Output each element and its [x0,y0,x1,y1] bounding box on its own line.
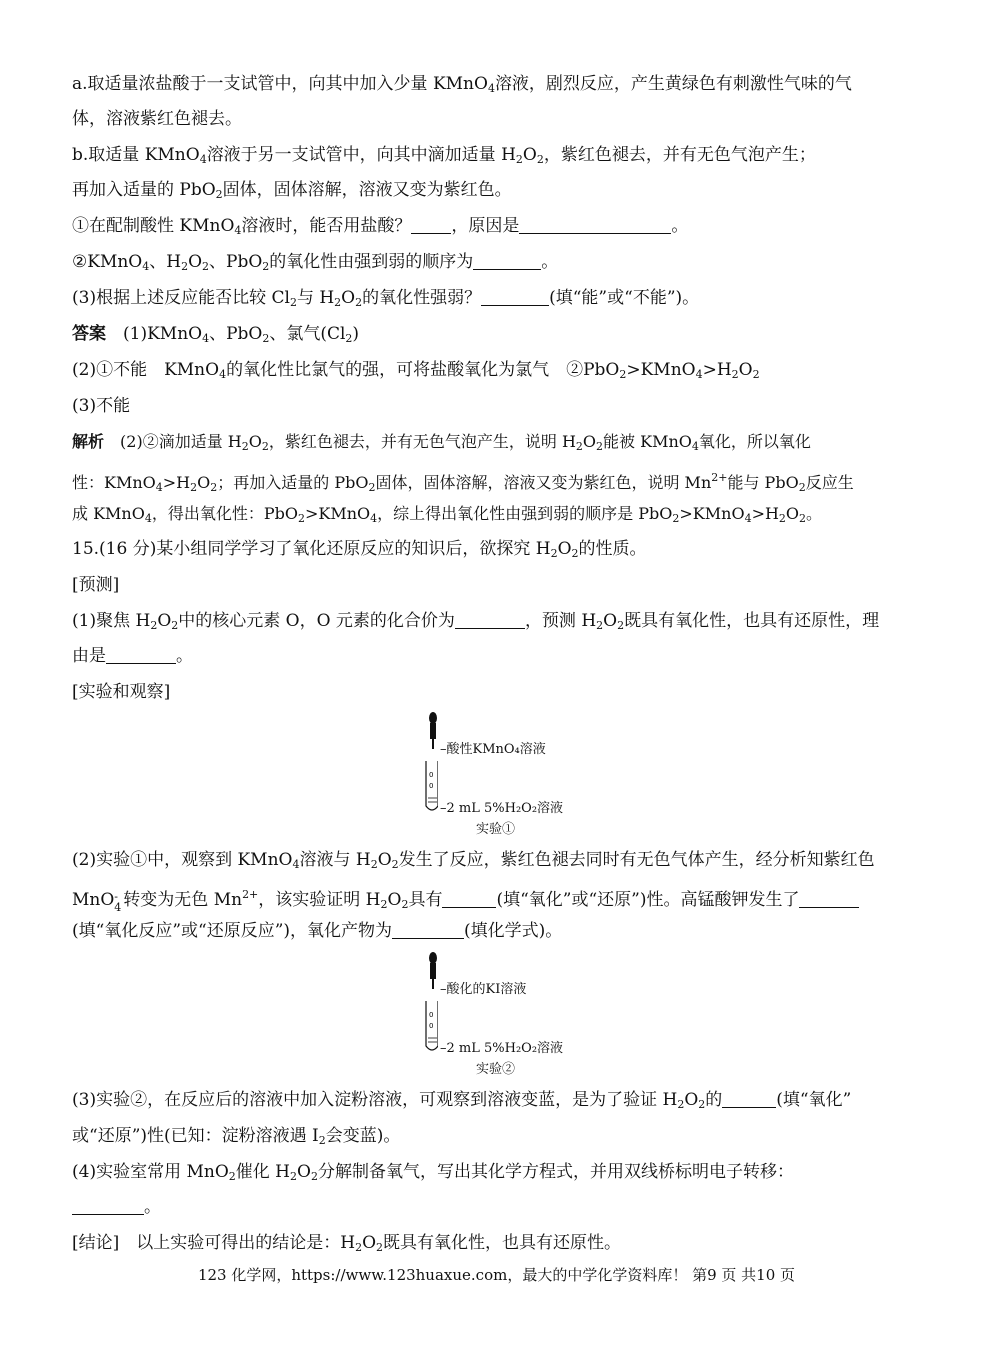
text: >KMnO [679,504,745,523]
conclusion-line [72,1231,621,1260]
subscript: 2 [752,368,760,381]
text: 15.(16 分)某小组同学学习了氧化还原反应的知识后，欲探究 H [72,539,551,559]
section-heading [72,680,170,704]
text: 反应生 [805,473,854,492]
subscript: 4 [695,368,703,381]
subscript: 2 [672,512,680,525]
text: 既具有氧化性，也具有还原性。 [383,1233,622,1253]
subscript: 2 [310,1170,318,1183]
solution-label: –2 mL 5%H₂O₂溶液 [440,1041,564,1056]
text: (填“能”或“不能”)。 [549,288,700,308]
text: ，原因是 [451,216,520,236]
text: ；再加入适量的 PbO [217,473,369,492]
text: 由是 [72,646,106,666]
text: ，紫红色褪去，并有无色气泡产生； [543,145,816,165]
subscript: 2 [241,440,249,453]
text: (3)实验②，在反应后的溶液中加入淀粉溶液，可观察到溶液变蓝，是为了验证 H [72,1090,678,1110]
question-line [72,644,193,668]
text: ，得出氧化性：PbO [151,504,298,523]
text: 溶液于另一支试管中，向其中滴加适量 H [206,145,516,165]
answer-blank [481,289,549,306]
text: 发生了反应，紫红色褪去同时有无色气体产生，经分析知紫红色 [398,850,875,870]
text: 氧化，所以氧化 [698,432,811,451]
text: 体，溶液紫红色褪去。 [72,109,242,129]
text: (1)KMnO [123,324,203,344]
subscript: 2 [261,440,269,453]
text: (1)聚焦 H [72,611,151,631]
analysis-line [72,466,854,500]
text: 成 KMnO [72,504,145,523]
svg-text:0: 0 [429,782,434,790]
svg-text:0: 0 [429,1011,434,1019]
subscript: 2 [798,481,806,494]
text: ②KMnO [72,252,143,272]
text: b.取适量 KMnO [72,145,200,165]
text: (2)①不能 KMnO [72,360,220,380]
question-line [72,537,647,566]
subscript: 2 [210,481,218,494]
text: 酸性KMnO₄溶液 [446,742,546,757]
text: (填化学式)。 [464,921,563,941]
text: 转变为无色 Mn [123,890,243,910]
text: O [248,432,262,451]
text-line [72,143,816,172]
superscript: - [114,890,119,903]
subscript: 4 [744,512,752,525]
question-line [72,848,875,877]
text: >H [702,360,732,380]
text-line: ①在配制酸性 KMnO$_4$溶液时，能否用盐酸？ ，原因是 。 [72,216,689,237]
text: O [377,850,392,870]
text-line [72,178,512,207]
text: 、氯气(Cl [269,324,346,344]
subscript: 2 [571,547,579,560]
subscript: 4 [487,82,495,95]
subscript: 4 [144,512,152,525]
subscript: 4 [114,901,122,914]
text: 、PbO [209,252,263,272]
text: [结论] 以上实验可得出的结论是：H [72,1233,356,1253]
subscript: 4 [202,332,210,345]
text: (2)实验①中，观察到 KMnO [72,850,293,870]
subscript: 2 [550,547,558,560]
text: (填“氧化”或“还原”)性。高锰酸钾发生了 [496,890,800,910]
text: 的氧化性强弱？ [362,288,482,308]
subscript: 2 [536,153,544,166]
subscript: 2 [150,619,158,632]
answer-blank [722,1091,776,1108]
subscript: 2 [596,619,604,632]
analysis-line [72,430,811,459]
analysis-label: 解析 [72,432,105,451]
answer-blank [473,253,541,270]
answer-blank [72,1198,144,1215]
text: 的 [705,1090,723,1110]
dropper-test-tube-icon [418,952,438,1056]
text: (2)②滴加适量 H [120,432,242,451]
text: 溶液，剧烈反应，产生黄绿色有刺激性气味的气 [494,74,852,94]
text: ，该实验证明 H [258,890,381,910]
text: 中的核心元素 O，O 元素的化合价为 [178,611,455,631]
text: MnO [72,890,115,910]
subscript: 2 [355,1241,363,1254]
subscript: 4 [155,481,163,494]
subscript: 2 [262,332,270,345]
question-line [72,1088,851,1117]
text: >H [162,473,191,492]
text: 的氧化性比氯气的强，可将盐酸氧化为氯气 ②PbO [226,360,620,380]
text: O [603,611,618,631]
text: 会变蓝)。 [325,1126,401,1146]
question-line [72,1124,400,1153]
subscript: 2 [515,153,523,166]
subscript: 2 [698,1098,706,1111]
answer-blank [799,891,859,908]
text-line [72,286,699,315]
answer-label: 答案 [72,324,106,344]
subscript: 2 [619,368,627,381]
question-line [72,1160,794,1189]
text: 或“还原”)性(已知：淀粉溶液遇 I [72,1126,319,1146]
question-line [72,919,562,943]
text: (填“氧化” [776,1090,852,1110]
subscript: 4 [234,224,242,237]
subscript: 4 [142,260,150,273]
text: 固体，固体溶解，溶液又变为紫红色，说明 Mn [375,473,712,492]
subscript: 4 [219,368,227,381]
analysis-line [72,502,822,531]
text: >KMnO [626,360,696,380]
answer-line [72,394,130,418]
text: O [684,1090,699,1110]
subscript: 2 [368,481,376,494]
subscript: 2 [215,188,223,201]
text: ) [352,324,360,344]
subscript: 2 [202,260,209,273]
text: O [362,1233,377,1253]
text: O [188,252,202,272]
text-line [72,107,242,131]
subscript: 2 [370,858,378,871]
text: 再加入适量的 PbO [72,180,216,200]
text: O [582,432,597,451]
text: O [157,611,172,631]
svg-text:0: 0 [429,1022,434,1030]
text: O [197,473,211,492]
reagent-label: –酸化的KI溶液 [440,982,527,997]
answer-line [72,358,760,387]
subscript: 2 [778,512,786,525]
page-footer: 123 化学网，https://www.123huaxue.com，最大的中学化学资料库！ 第9 页 共10 页 [197,1266,796,1284]
text: 分解制备氧气，写出其化学方程式，并用双线桥标明电子转移： [317,1162,794,1182]
text: 溶液时，能否用盐酸？ [241,216,412,236]
answer-blank [455,612,525,629]
text: O [297,1162,311,1182]
text: 、H [149,252,182,272]
text: 性：KMnO [72,473,156,492]
answer-line [72,322,359,351]
reagent-label: –酸性KMnO₄溶液 [440,742,546,757]
subscript: 2 [391,858,399,871]
text: O [341,288,356,308]
answer-blank [519,217,671,234]
text: [预测] [72,575,120,595]
answer-blank [392,922,464,939]
text-line [72,72,852,101]
question-line [72,609,879,638]
test-tube-figure-2 [418,952,438,1056]
subscript: 2 [380,898,388,911]
subscript: 2 [677,1098,685,1111]
text: 与 H [296,288,335,308]
subscript: 2 [334,296,342,309]
text: 。 [176,646,193,666]
text: 的性质。 [578,539,647,559]
text: 2 mL 5%H₂O₂溶液 [446,1041,564,1056]
question-line [72,883,859,917]
text: ，紫红色褪去，并有无色气泡产生，说明 H [268,432,576,451]
subscript: 2 [262,260,270,273]
text: (填“氧化反应”或“还原反应”)，氧化产物为 [72,921,393,941]
text: >KMnO [305,504,371,523]
subscript: 4 [199,153,207,166]
subscript: 2 [228,1170,236,1183]
text: O [387,890,402,910]
text: O [557,539,572,559]
subscript: 2 [171,619,179,632]
text: ①在配制酸性 KMnO [72,216,235,236]
subscript: 2 [290,1170,298,1183]
subscript: 2 [799,512,807,525]
superscript: 2+ [242,888,259,901]
text: ，综上得出氧化性由强到弱的顺序是 PbO [377,504,673,523]
text: 固体，固体溶解，溶液又变为紫红色。 [222,180,512,200]
answer-blank [411,217,451,234]
text: >H [751,504,779,523]
text: O [785,504,800,523]
text: O [522,145,537,165]
text: (3)不能 [72,396,131,416]
text: 。 [806,504,823,523]
subscript: 4 [370,512,378,525]
text: [实验和观察] [72,682,171,702]
question-line [72,1195,161,1219]
figure-caption: 实验① [476,822,516,837]
subscript: 4 [691,440,699,453]
solution-label: –2 mL 5%H₂O₂溶液 [440,801,564,816]
text: (3)根据上述反应能否比较 Cl [72,288,290,308]
subscript: 2 [376,1241,384,1254]
text: (4)实验室常用 MnO [72,1162,229,1182]
subscript: 2 [318,1134,326,1147]
subscript: 2 [289,296,297,309]
text: O [738,360,753,380]
subscript: 2 [731,368,739,381]
subscript: 2 [617,619,625,632]
text: 溶液与 H [299,850,371,870]
subscript: 2 [401,898,409,911]
svg-text:0: 0 [429,771,434,779]
text: 具有 [408,890,443,910]
text-line: ②KMnO$_4$、$H_2O_2$、PbO$_2$的氧化性由强到弱的顺序为 。 [72,252,559,273]
figure-caption: 实验② [476,1062,516,1077]
text: 酸化的KI溶液 [446,982,527,997]
text: a.取适量浓盐酸于一支试管中，向其中加入少量 KMnO [72,74,488,94]
subscript: 2 [190,481,198,494]
dropper-test-tube-icon [418,712,438,816]
superscript: 2+ [711,471,728,484]
answer-blank [442,891,496,908]
answer-blank [106,647,176,664]
text: 的氧化性由强到弱的顺序为 [269,252,474,272]
subscript: 4 [292,858,300,871]
subscript: 2 [596,440,604,453]
subscript: 2 [181,260,189,273]
text: ，预测 H [524,611,597,631]
test-tube-figure-1 [418,712,438,816]
text: 能被 KMnO [603,432,692,451]
text: 能与 PbO [727,473,799,492]
text: 、PbO [209,324,263,344]
text: 。 [144,1197,161,1217]
subscript: 2 [355,296,363,309]
section-heading [72,573,119,597]
subscript: 2 [298,512,305,525]
text: 催化 H [235,1162,291,1182]
text: 既具有氧化性，也具有还原性，理 [624,611,880,631]
text: 2 mL 5%H₂O₂溶液 [446,801,564,816]
subscript: 2 [345,332,353,345]
subscript: 2 [575,440,583,453]
